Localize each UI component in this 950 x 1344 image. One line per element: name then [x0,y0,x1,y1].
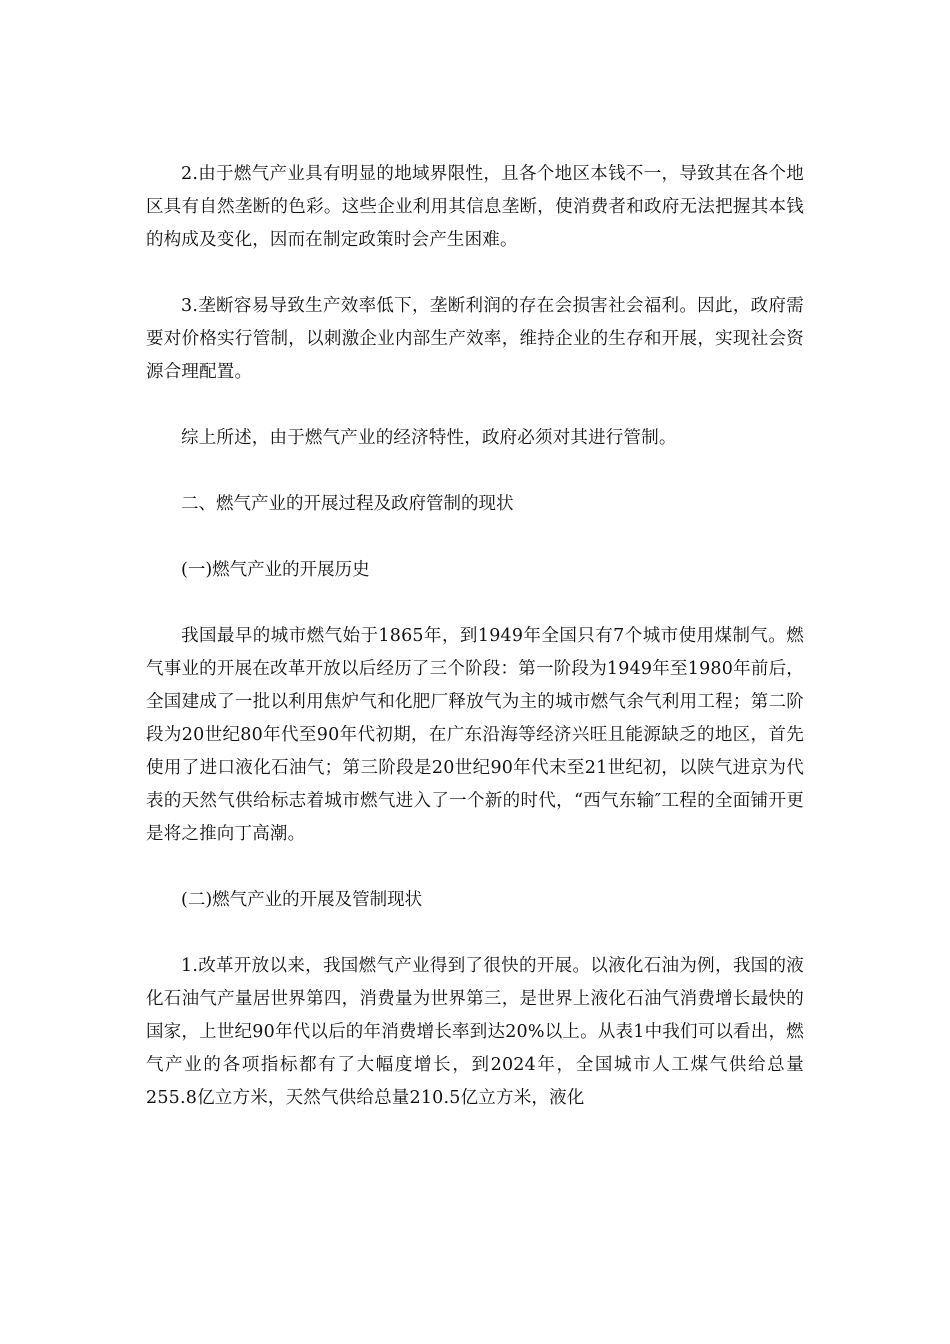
paragraph-spacer [146,389,804,422]
paragraph-spacer [146,455,804,488]
document-body [146,158,804,1115]
subsection-heading-history: (一)燃气产业的开展历史 [181,560,370,580]
section-heading-2: 二、燃气产业的开展过程及政府管制的现状 [181,494,514,514]
paragraph-summary: 综上所述，由于燃气产业的经济特性，政府必须对其进行管制。 [181,428,677,448]
paragraph-spacer [146,257,804,290]
subsection-heading-status: (二)燃气产业的开展及管制现状 [181,890,423,910]
paragraph-spacer [146,587,804,620]
paragraph-gas-regional-monopoly: 2.由于燃气产业具有明显的地域界限性，且各个地区本钱不一，导致其在各个地区具有自然垄断的色彩。这些企业利用其信息垄断，使消费者和政府无法把握其本钱的构成及变化，因而在制定政策时会产生困难。 [146,164,804,250]
paragraph-spacer [146,851,804,884]
paragraph-development-status: 1.改革开放以来，我国燃气产业得到了很快的开展。以液化石油为例，我国的液化石油气产量居世界第四，消费量为世界第三，是世界上液化石油气消费增长最快的国家，上世纪90年代以后的年消费增长率到达20%以上。从表1中我们可以看出，燃气产业的各项指标都有了大幅度增长，到2024年，全国城市人工煤气供给总量255.8亿立方米，天然气供给总量210.5亿立方米，液化 [146,956,804,1108]
paragraph-monopoly-efficiency: 3.垄断容易导致生产效率低下，垄断利润的存在会损害社会福利。因此，政府需要对价格实行管制，以刺激企业内部生产效率，维持企业的生存和开展，实现社会资源合理配置。 [146,296,804,382]
paragraph-spacer [146,917,804,950]
paragraph-history: 我国最早的城市燃气始于1865年，到1949年全国只有7个城市使用煤制气。燃气事业的开展在改革开放以后经历了三个阶段：第一阶段为1949年至1980年前后，全国建成了一批以利用焦炉气和化肥厂释放气为主的城市燃气余气利用工程；第二阶段为20世纪80年代至90年代初期，在广东沿海等经济兴旺且能源缺乏的地区，首先使用了进口液化石油气；第三阶段是20世纪90年代末至21世纪初，以陕气进京为代表的天然气供给标志着城市燃气进入了一个新的时代，“西气东输″工程的全面铺开更是将之推向丁高潮。 [146,626,804,844]
paragraph-spacer [146,521,804,554]
